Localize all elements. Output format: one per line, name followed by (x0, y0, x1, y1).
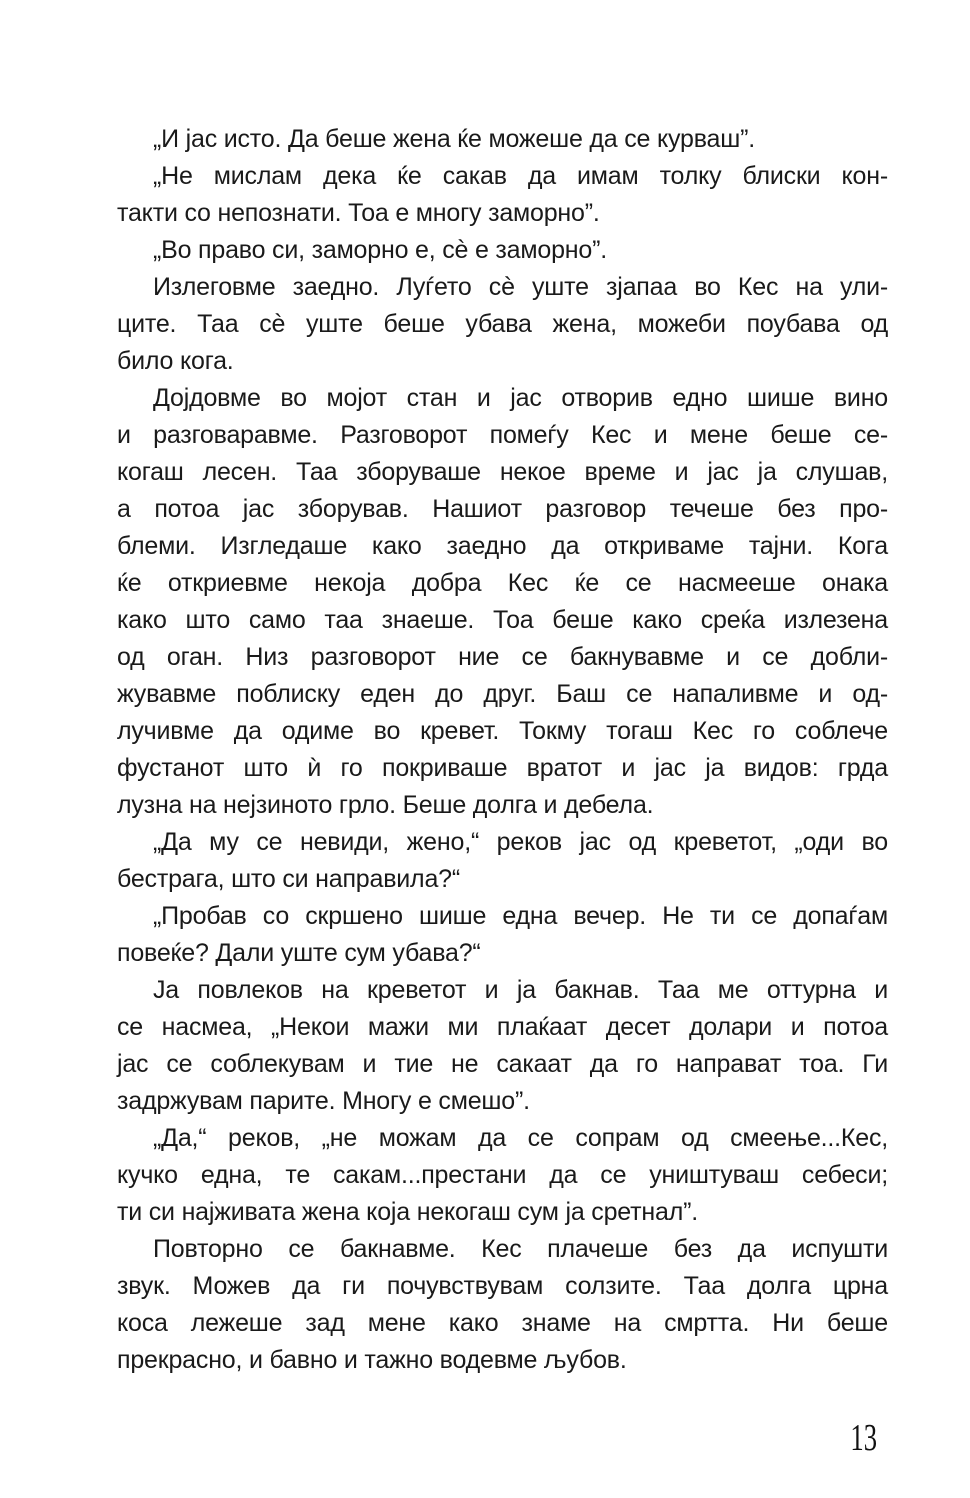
text-line: а потоа јас зборував. Нашиот разговор течеше без про- (117, 495, 888, 523)
text-line: жувавме поблиску еден до друг. Баш се напаливме и од- (117, 680, 888, 708)
text-line: „Да,“ реков, „не можам да се сопрам од смеење...Кес, (153, 1124, 888, 1152)
text-line: когаш лесен. Таа зборуваше некое време и јас ја слушав, (117, 458, 888, 486)
text-line: „Во право си, заморно е, сè е заморно”. (153, 236, 607, 264)
text-line: прекрасно, и бавно и тажно водевме љубов. (117, 1346, 627, 1374)
text-line: Ја повлеков на креветот и ја бакнав. Таа ме оттурна и (153, 976, 888, 1004)
text-line: „И јас исто. Да беше жена ќе можеше да се курваш”. (153, 125, 755, 153)
text-line: „Не мислам дека ќе сакав да имам толку блиски кон- (153, 162, 888, 190)
page-number: 13 (850, 1417, 877, 1459)
text-line: се насмеа, „Некои мажи ми плаќаат десет долари и потоа (117, 1013, 888, 1041)
text-line: ти си најживата жена која некогаш сум ја сретнал”. (117, 1198, 698, 1226)
text-line: задржувам парите. Многу е смешо”. (117, 1087, 530, 1115)
text-line: од оган. Низ разговорот ние се бакнувавме и се добли- (117, 643, 888, 671)
text-line: кучко една, те сакам...престани да се уништуваш себеси; (117, 1161, 888, 1189)
text-line: блеми. Изгледаше како заедно да откриваме тајни. Кога (117, 532, 888, 560)
text-line: лузна на нејзиното грло. Беше долга и дебела. (117, 791, 654, 819)
text-line: коса лежеше зад мене како знаме на смртта. Ни беше (117, 1309, 888, 1337)
text-line: ците. Таа сè уште беше убава жена, можеби поубава од (117, 310, 888, 338)
text-line: лучивме да одиме во кревет. Токму тогаш Кес го соблече (117, 717, 888, 745)
text-line: како што само таа знаеше. Тоа беше како среќа излезена (117, 606, 888, 634)
text-line: фустанот што ѝ го покриваше вратот и јас ја видов: грда (117, 754, 888, 782)
text-line: било кога. (117, 347, 234, 375)
text-line: „Да му се невиди, жено,“ реков јас од креветот, „оди во (153, 828, 888, 856)
text-line: јас се соблекувам и тие не сакаат да го направат тоа. Ги (117, 1050, 888, 1078)
text-line: ќе откриевме некоја добра Кес ќе се насмееше онака (117, 569, 888, 597)
text-line: бестрага, што си направила?“ (117, 865, 460, 893)
text-line: и разговаравме. Разговорот помеѓу Кес и мене беше се- (117, 421, 888, 449)
text-line: звук. Можев да ги почувствувам солзите. Таа долга црна (117, 1272, 888, 1300)
text-line: Излеговме заедно. Луѓето сè уште зјапаа во Кес на ули- (153, 273, 888, 301)
text-line: такти со непознати. Тоа е многу заморно”. (117, 199, 600, 227)
text-line: Дојдовме во мојот стан и јас отворив едно шише вино (153, 384, 888, 412)
text-line: „Пробав со скршено шише една вечер. Не ти се допаѓам (153, 902, 888, 930)
text-line: повеќе? Дали уште сум убава?“ (117, 939, 481, 967)
body-text (117, 121, 888, 1379)
text-line: Повторно се бакнавме. Кес плачеше без да испушти (153, 1235, 888, 1263)
